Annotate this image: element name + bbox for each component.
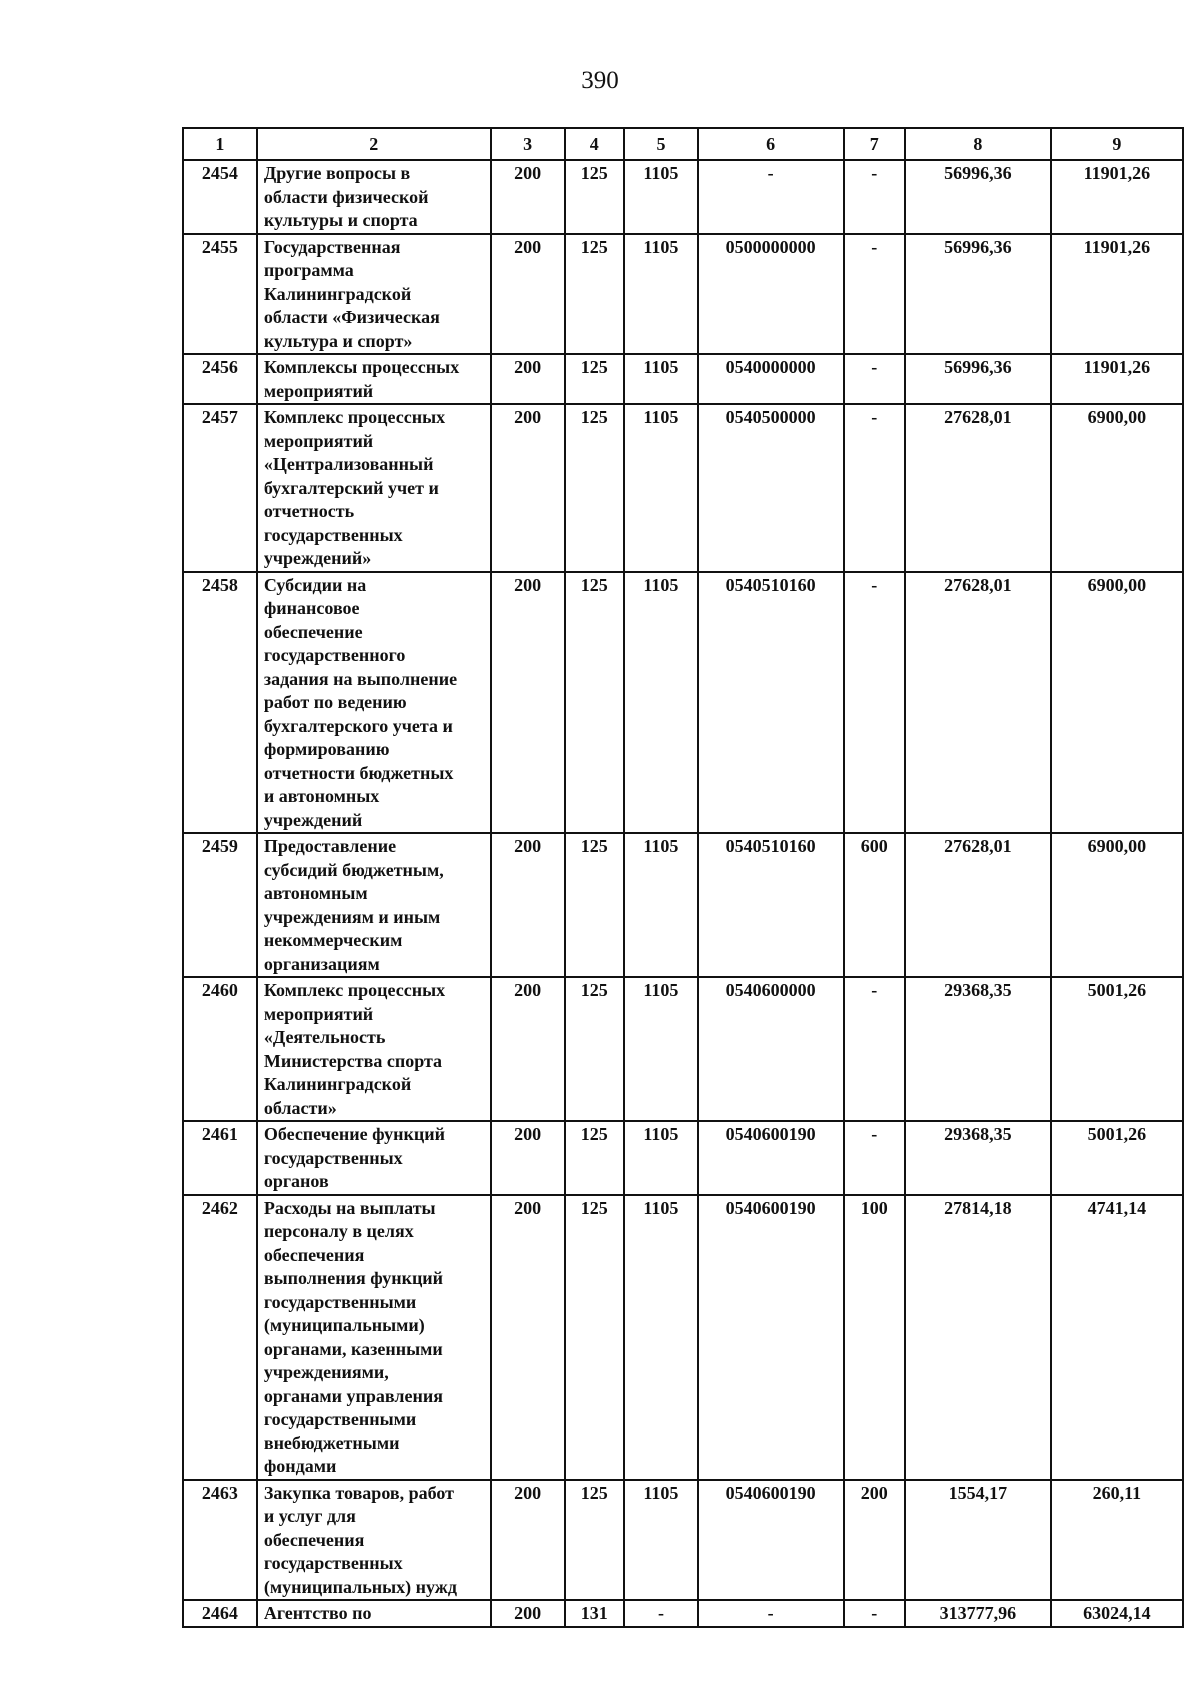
expense-type-cell: 200 <box>844 1480 906 1601</box>
column-header-5: 5 <box>624 128 698 160</box>
col4-cell: 131 <box>565 1600 624 1627</box>
column-header-9: 9 <box>1051 128 1183 160</box>
col5-cell: 1105 <box>624 977 698 1121</box>
item-name-cell: Комплекс процессных мероприятий «Деятельность Министерства спорта Калининградской области» <box>257 977 491 1121</box>
column-header-1: 1 <box>183 128 257 160</box>
amount-cell: 27628,01 <box>905 833 1051 977</box>
column-header-6: 6 <box>698 128 844 160</box>
row-number-cell: 2460 <box>183 977 257 1121</box>
col5-cell: 1105 <box>624 354 698 404</box>
expense-type-cell: 600 <box>844 833 906 977</box>
table-row <box>183 1121 1183 1195</box>
target-article-cell: 0540510160 <box>698 833 844 977</box>
row-number-cell: 2454 <box>183 160 257 234</box>
item-name-cell: Расходы на выплаты персоналу в целях обеспечения выполнения функций государственными (муниципальными) органами, казенными учреждениями, органами управления государственными внебюджетными фондами <box>257 1195 491 1480</box>
col3-cell: 200 <box>491 404 565 572</box>
col4-cell: 125 <box>565 977 624 1121</box>
amount-secondary-cell: 260,11 <box>1051 1480 1183 1601</box>
page-number: 390 <box>581 67 619 94</box>
row-number-cell: 2463 <box>183 1480 257 1601</box>
target-article-cell: 0540510160 <box>698 572 844 834</box>
column-header-4: 4 <box>565 128 624 160</box>
amount-cell: 29368,35 <box>905 1121 1051 1195</box>
table-row <box>183 354 1183 404</box>
row-number-cell: 2459 <box>183 833 257 977</box>
target-article-cell: 0540600000 <box>698 977 844 1121</box>
amount-cell: 56996,36 <box>905 354 1051 404</box>
item-name-cell: Обеспечение функций государственных органов <box>257 1121 491 1195</box>
row-number-cell: 2456 <box>183 354 257 404</box>
header-row <box>183 128 1183 160</box>
amount-cell: 313777,96 <box>905 1600 1051 1627</box>
expense-type-cell: 100 <box>844 1195 906 1480</box>
amount-secondary-cell: 11901,26 <box>1051 234 1183 355</box>
col5-cell: 1105 <box>624 572 698 834</box>
table-row <box>183 1600 1183 1627</box>
col4-cell: 125 <box>565 1121 624 1195</box>
column-header-2: 2 <box>257 128 491 160</box>
col3-cell: 200 <box>491 160 565 234</box>
col3-cell: 200 <box>491 572 565 834</box>
col5-cell: 1105 <box>624 833 698 977</box>
col5-cell: 1105 <box>624 1121 698 1195</box>
col3-cell: 200 <box>491 977 565 1121</box>
budget-table <box>182 127 1184 1628</box>
col4-cell: 125 <box>565 404 624 572</box>
col3-cell: 200 <box>491 1600 565 1627</box>
item-name-cell: Другие вопросы в области физической культуры и спорта <box>257 160 491 234</box>
item-name-cell: Агентство по <box>257 1600 491 1627</box>
table-row <box>183 572 1183 834</box>
col3-cell: 200 <box>491 1121 565 1195</box>
amount-secondary-cell: 11901,26 <box>1051 354 1183 404</box>
col4-cell: 125 <box>565 572 624 834</box>
col5-cell: - <box>624 1600 698 1627</box>
target-article-cell: 0540600190 <box>698 1480 844 1601</box>
row-number-cell: 2455 <box>183 234 257 355</box>
amount-cell: 56996,36 <box>905 160 1051 234</box>
item-name-cell: Предоставление субсидий бюджетным, автономным учреждениям и иным некоммерческим организациям <box>257 833 491 977</box>
expense-type-cell: - <box>844 234 906 355</box>
target-article-cell: - <box>698 160 844 234</box>
expense-type-cell: - <box>844 1121 906 1195</box>
target-article-cell: 0540000000 <box>698 354 844 404</box>
table-body <box>183 160 1183 1627</box>
col4-cell: 125 <box>565 354 624 404</box>
expense-type-cell: - <box>844 977 906 1121</box>
amount-secondary-cell: 63024,14 <box>1051 1600 1183 1627</box>
col5-cell: 1105 <box>624 234 698 355</box>
row-number-cell: 2457 <box>183 404 257 572</box>
col5-cell: 1105 <box>624 160 698 234</box>
col4-cell: 125 <box>565 1480 624 1601</box>
amount-secondary-cell: 4741,14 <box>1051 1195 1183 1480</box>
amount-secondary-cell: 5001,26 <box>1051 1121 1183 1195</box>
target-article-cell: 0540600190 <box>698 1121 844 1195</box>
item-name-cell: Государственная программа Калининградской области «Физическая культура и спорт» <box>257 234 491 355</box>
amount-secondary-cell: 6900,00 <box>1051 833 1183 977</box>
amount-secondary-cell: 6900,00 <box>1051 572 1183 834</box>
target-article-cell: 0540500000 <box>698 404 844 572</box>
col3-cell: 200 <box>491 1480 565 1601</box>
col5-cell: 1105 <box>624 1480 698 1601</box>
col5-cell: 1105 <box>624 1195 698 1480</box>
col3-cell: 200 <box>491 1195 565 1480</box>
row-number-cell: 2458 <box>183 572 257 834</box>
table-row <box>183 1480 1183 1601</box>
amount-cell: 1554,17 <box>905 1480 1051 1601</box>
amount-cell: 27628,01 <box>905 572 1051 834</box>
amount-cell: 27814,18 <box>905 1195 1051 1480</box>
expense-type-cell: - <box>844 572 906 834</box>
amount-secondary-cell: 6900,00 <box>1051 404 1183 572</box>
item-name-cell: Комплекс процессных мероприятий «Централизованный бухгалтерский учет и отчетность государственных учреждений» <box>257 404 491 572</box>
col3-cell: 200 <box>491 354 565 404</box>
col5-cell: 1105 <box>624 404 698 572</box>
target-article-cell: 0500000000 <box>698 234 844 355</box>
amount-cell: 56996,36 <box>905 234 1051 355</box>
col3-cell: 200 <box>491 833 565 977</box>
table-row <box>183 234 1183 355</box>
column-header-8: 8 <box>905 128 1051 160</box>
row-number-cell: 2462 <box>183 1195 257 1480</box>
table-row <box>183 833 1183 977</box>
table-row <box>183 404 1183 572</box>
amount-secondary-cell: 11901,26 <box>1051 160 1183 234</box>
table-row <box>183 160 1183 234</box>
expense-type-cell: - <box>844 404 906 572</box>
item-name-cell: Закупка товаров, работ и услуг для обеспечения государственных (муниципальных) нужд <box>257 1480 491 1601</box>
expense-type-cell: - <box>844 354 906 404</box>
row-number-cell: 2464 <box>183 1600 257 1627</box>
col4-cell: 125 <box>565 833 624 977</box>
item-name-cell: Комплексы процессных мероприятий <box>257 354 491 404</box>
table-row <box>183 977 1183 1121</box>
col4-cell: 125 <box>565 1195 624 1480</box>
column-header-3: 3 <box>491 128 565 160</box>
item-name-cell: Субсидии на финансовое обеспечение государственного задания на выполнение работ по ведению бухгалтерского учета и формированию отчетности бюджетных и автономных учреждений <box>257 572 491 834</box>
row-number-cell: 2461 <box>183 1121 257 1195</box>
col4-cell: 125 <box>565 234 624 355</box>
target-article-cell: - <box>698 1600 844 1627</box>
col4-cell: 125 <box>565 160 624 234</box>
target-article-cell: 0540600190 <box>698 1195 844 1480</box>
expense-type-cell: - <box>844 1600 906 1627</box>
amount-secondary-cell: 5001,26 <box>1051 977 1183 1121</box>
table-row <box>183 1195 1183 1480</box>
col3-cell: 200 <box>491 234 565 355</box>
amount-cell: 29368,35 <box>905 977 1051 1121</box>
expense-type-cell: - <box>844 160 906 234</box>
amount-cell: 27628,01 <box>905 404 1051 572</box>
column-header-7: 7 <box>844 128 906 160</box>
